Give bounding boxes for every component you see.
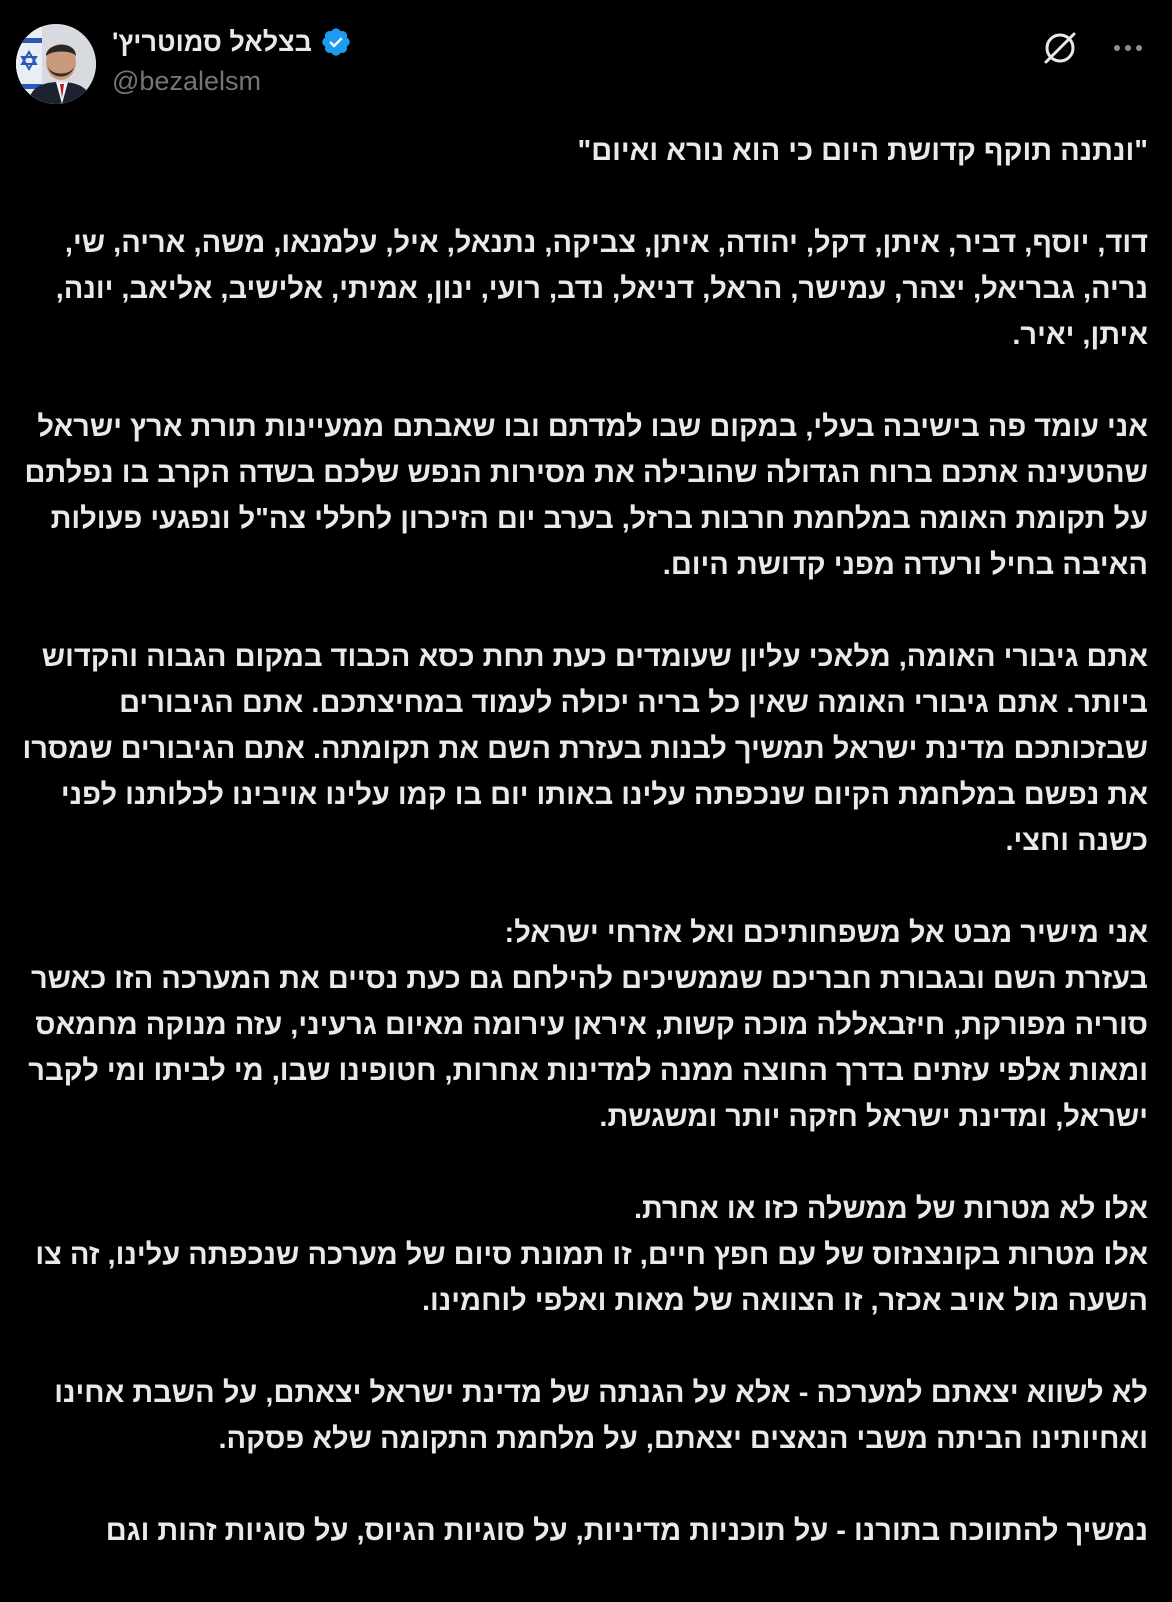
post-paragraph: אתם גיבורי האומה, מלאכי עליון שעומדים כעת תחת כסא הכבוד במקום הגבוה והקדוש ביותר. אתם גיבורי האומה שאין כל בריה יכולה לעמוד במחיצתכם. אתם הגיבורים שבזכותכם מדינת ישראל תמשיך לבנות בעזרת השם את תקומתה. אתם הגיבורים שמסרו את נפשם במלחמת הקיום שנכפתה עלינו באותו יום בו קמו עלינו אויבינו לכלותנו לפני כשנה וחצי. <box>22 641 1148 857</box>
grok-icon[interactable] <box>1040 28 1080 68</box>
author-name[interactable]: בצלאל סמוטריץ' <box>112 26 312 57</box>
post-text <box>0 110 1172 1554</box>
post-paragraph: אני עומד פה בישיבה בעלי, במקום שבו למדתם ובו שאבתם ממעיינות תורת ארץ ישראל שהטעינה אתכם ברוח הגדולה שהובילה את מסירות הנפש שלכם בשדה הקרב בו נפלתם על תקומת האומה במלחמת חרבות ברזל, בערב יום הזיכרון לחללי צה"ל ונפגעי פעולות האיבה בחיל ורעדה מפני קדושת היום. <box>24 411 1148 581</box>
post-paragraph: אני מישיר מבט אל משפחותיכם ואל אזרחי ישראל: בעזרת השם ובגבורת חבריכם שממשיכים להילחם גם כעת נסיים את המערכה הזו כאשר סוריה מפורקת, חיזבאללה מוכה קשות, איראן עירומה מאיום גרעיני, עזה מנוקה מחמאס ומאות אלפי עזתים בדרך החוצה ממנה למדינות אחרות, חטופינו שבו, מי לביתו ומי לקבר ישראל, ומדינת ישראל חזקה יותר ומשגשת. <box>28 917 1148 1133</box>
author-handle[interactable]: @bezalelsm <box>112 66 261 96</box>
post-header <box>0 0 1172 110</box>
avatar-image <box>16 24 96 104</box>
more-options-icon[interactable] <box>1110 30 1146 66</box>
post-paragraph: "ונתנה תוקף קדושת היום כי הוא נורא ואיום" <box>577 135 1148 167</box>
post-paragraph: נמשיך להתווכח בתורנו - על תוכניות מדיניות, על סוגיות הגיוס, על סוגיות זהות וגם <box>105 1515 1148 1547</box>
post-paragraph: אלו לא מטרות של ממשלה כזו או אחרת. אלו מטרות בקונצנזוס של עם חפץ חיים, זו תמונת סיום של מערכה שנכפתה עלינו, זה צו השעה מול אויב אכזר, זו הצוואה של מאות ואלפי לוחמינו. <box>35 1193 1148 1317</box>
verified-badge-icon <box>320 26 352 58</box>
post-paragraph: לא לשווא יצאתם למערכה - אלא על הגנתה של מדינת ישראל יצאתם, על השבת אחינו ואחיותינו הביתה משבי הנאצים יצאתם, על מלחמת התקומה שלא פסקה. <box>54 1377 1148 1455</box>
post-paragraph: דוד, יוסף, דביר, איתן, דקל, יהודה, איתן, צביקה, נתנאל, איל, עלמנאו, משה, אריה, שי, נריה, גבריאל, יצהר, עמישר, הראל, דניאל, נדב, רועי, ינון, אמיתי, אלישיב, אליאב, יונה, איתן, יאיר. <box>55 227 1148 351</box>
avatar[interactable] <box>16 24 96 104</box>
